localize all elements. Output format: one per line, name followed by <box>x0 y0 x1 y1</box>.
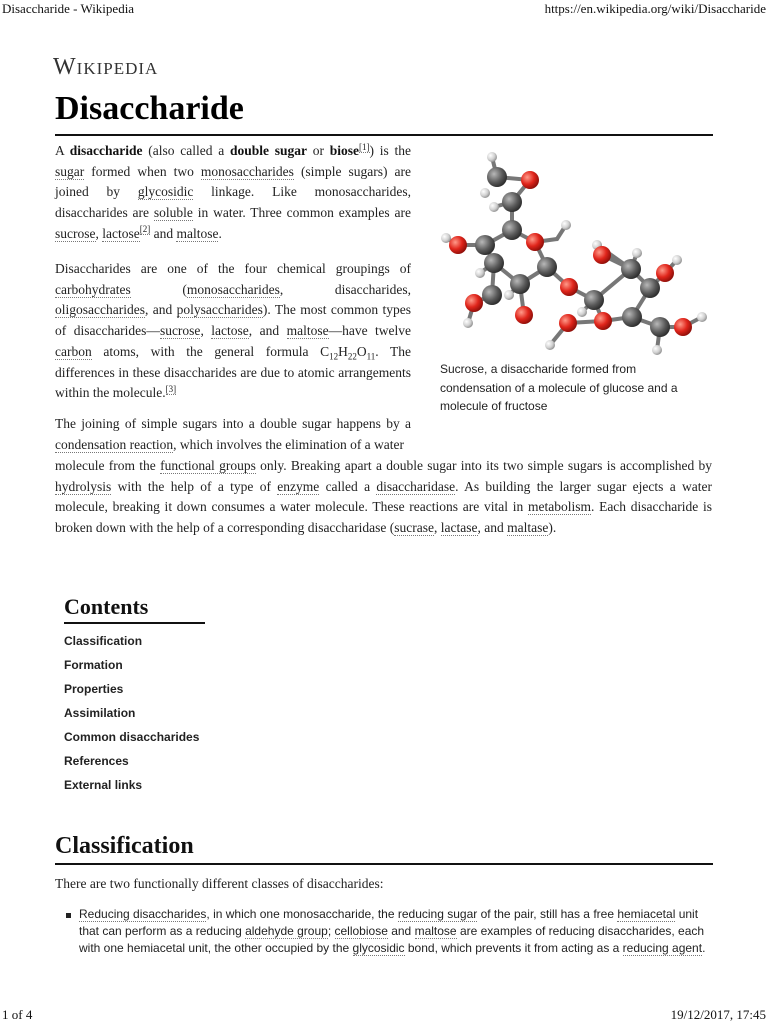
link-hemiacetal[interactable]: hemiacetal <box>617 907 676 921</box>
link-enzyme[interactable]: enzyme <box>277 478 320 494</box>
link-lactase[interactable]: lactase <box>440 520 478 536</box>
link-sucrase[interactable]: sucrase <box>394 520 435 536</box>
table-of-contents <box>64 633 199 801</box>
section-heading-classification: Classification <box>55 833 713 865</box>
link-maltose[interactable]: maltose <box>414 924 457 938</box>
link-carbon[interactable]: carbon <box>55 343 92 359</box>
link-sucrose[interactable]: sucrose <box>55 225 96 241</box>
toc-item-common-disaccharides[interactable]: Common disaccharides <box>64 730 200 744</box>
page-title: Disaccharide <box>55 90 713 136</box>
ref-link[interactable]: [2] <box>139 224 151 235</box>
term-double-sugar: double sugar <box>229 143 307 158</box>
toc-item-external-links[interactable]: External links <box>64 778 143 792</box>
link-aldehyde-group[interactable]: aldehyde group <box>245 924 328 938</box>
link-cellobiose[interactable]: cellobiose <box>334 924 388 938</box>
paragraph-groupings: Disaccharides are one of the four chemical groupings of carbohydrates (monosaccharides, disaccharides, oligosaccharides, and polysaccharides). The most common types of disaccharides—sucrose, lactose, and maltose—have twelve carbon atoms, with the general formula $C_{12}H_{22}O_{11}$. The differences in these disaccharides are due to atomic arrangements within the molecule.[3] <box>55 261 412 401</box>
paragraph-condensation: The joining of simple sugars into a double sugar happens by a condensation reaction, which involves the elimination of a water <box>55 416 411 452</box>
link-functional-groups[interactable]: functional groups <box>160 458 256 473</box>
wikipedia-logo[interactable]: Wikipedia <box>53 54 159 80</box>
print-header <box>0 0 768 16</box>
classification-list <box>64 906 714 957</box>
ref-link[interactable]: [3] <box>165 383 177 394</box>
link-sucrose[interactable]: sucrose <box>159 323 201 339</box>
print-footer <box>0 1006 768 1022</box>
link-reducing-disaccharides[interactable]: Reducing disaccharides <box>79 907 207 921</box>
link-maltose[interactable]: maltose <box>286 323 329 339</box>
link-reducing-agent[interactable]: reducing agent <box>622 941 703 955</box>
classification-intro: There are two functionally different classes of disaccharides: <box>55 876 384 891</box>
print-page-title: Disaccharide - Wikipedia <box>2 1 135 16</box>
sucrose-molecule-image <box>432 145 714 355</box>
link-monosaccharides[interactable]: monosaccharides <box>186 281 280 297</box>
link-sugar[interactable]: sugar <box>55 163 85 179</box>
contents-title: Contents <box>64 594 205 624</box>
list-item: Reducing disaccharides, in which one monosaccharide, the reducing sugar of the pair, still has a free hemiacetal unit that can perform as a reducing aldehyde group; cellobiose and maltose are examples of reducing disaccharides, each with one hemiacetal unit, the other occupied by the glycosidic bond, which prevents it from acting as a reducing agent. <box>64 906 714 957</box>
link-polysaccharides[interactable]: polysaccharides <box>176 302 263 318</box>
link-condensation-reaction[interactable]: condensation reaction <box>55 436 174 452</box>
link-reducing-sugar[interactable]: reducing sugar <box>397 907 478 921</box>
paragraph-hydrolysis: molecule from the functional groups only. Breaking apart a double sugar into its two simple sugars is accomplished by hydrolysis with the help of a type of enzyme called a disaccharidase. As building the larger sugar ejects a water molecule, breaking it down consumes a water molecule. These reactions are vital in metabolism. Each disaccharide is broken down with the help of a corresponding disaccharidase (sucrase, lactase, and maltase). <box>55 458 713 536</box>
print-datetime: 19/12/2017, 17:45 <box>670 1007 766 1022</box>
toc-item-references[interactable]: References <box>64 754 129 768</box>
toc-item-properties[interactable]: Properties <box>64 682 124 696</box>
toc-item-formation[interactable]: Formation <box>64 658 123 672</box>
link-oligosaccharides[interactable]: oligosaccharides <box>55 302 145 318</box>
term-disaccharide: disaccharide <box>69 143 143 158</box>
link-glycosidic[interactable]: glycosidic <box>352 941 405 955</box>
link-glycosidic[interactable]: glycosidic <box>137 184 194 200</box>
ref-link[interactable]: [1] <box>359 141 370 152</box>
intro-paragraph: A disaccharide (also called a double sugar or biose[1]) is the sugar formed when two monosaccharides (simple sugars) are joined by glycosidic linkage. Like monosaccharides, disaccharides are soluble in water. Three common examples are sucrose, lactose[2] and maltose. <box>55 141 412 241</box>
link-monosaccharides[interactable]: monosaccharides <box>200 163 294 179</box>
link-maltase[interactable]: maltase <box>507 520 549 536</box>
link-metabolism[interactable]: metabolism <box>527 499 591 515</box>
figure-caption: Sucrose, a disaccharide formed from condensation of a molecule of glucose and a molecule of fructose <box>440 362 678 413</box>
link-disaccharidase[interactable]: disaccharidase <box>376 478 456 494</box>
link-lactose[interactable]: lactose <box>102 225 140 241</box>
term-biose: biose <box>329 143 360 158</box>
toc-item-classification[interactable]: Classification <box>64 634 143 648</box>
bullet-icon <box>66 913 71 918</box>
link-carbohydrates[interactable]: carbohydrates <box>55 281 131 297</box>
link-lactose[interactable]: lactose <box>211 323 249 339</box>
link-soluble[interactable]: soluble <box>153 205 193 221</box>
link-hydrolysis[interactable]: hydrolysis <box>55 478 112 494</box>
toc-item-assimilation[interactable]: Assimilation <box>64 706 136 720</box>
link-maltose[interactable]: maltose <box>176 225 219 241</box>
page-count: 1 of 4 <box>2 1007 33 1022</box>
print-url[interactable]: https://en.wikipedia.org/wiki/Disaccharide <box>544 1 766 16</box>
